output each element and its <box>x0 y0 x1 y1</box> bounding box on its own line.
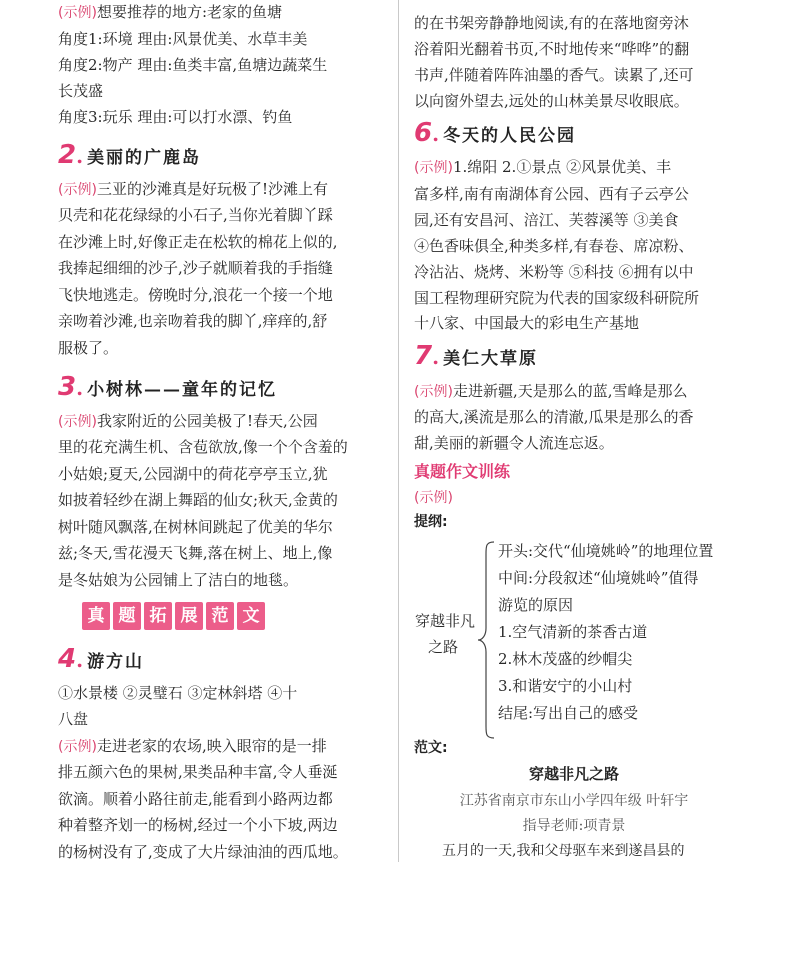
outline-item: 2.林木茂盛的纱帽尖 <box>498 650 633 668</box>
text-line: 服极了。 <box>58 339 119 357</box>
essay-first-line: 五月的一天,我和父母驱车来到遂昌县的 <box>442 843 685 859</box>
text-line: 冷沾沾、烧烤、米粉等 ⑤科技 ⑥拥有以中 <box>414 263 694 281</box>
text-line: 小姑娘;夏天,公园湖中的荷花亭亭玉立,犹 <box>58 465 328 483</box>
text-line: (示例)想要推荐的地方:老家的鱼塘 <box>58 3 282 21</box>
outline-root: 之路 <box>428 638 459 656</box>
text-line: (示例)走进新疆,天是那么的蓝,雪峰是那么 <box>414 382 688 400</box>
text-line: 欲滴。顺着小路往前走,能看到小路两边都 <box>58 790 333 808</box>
text-line: 树叶随风飘落,在树林间跳起了优美的华尔 <box>58 518 333 536</box>
essay-title: 穿越非凡之路 <box>528 765 619 783</box>
text-line: 的在书架旁静静地阅读,有的在落地窗旁沐 <box>414 14 689 32</box>
text-line: ①水景楼 ②灵璧石 ③定林斜塔 ④十 <box>58 684 298 702</box>
column-divider <box>398 0 399 862</box>
banner-char: 展 <box>175 602 203 630</box>
text-line: 以向窗外望去,远处的山林美景尽收眼底。 <box>414 92 689 110</box>
text-line: 角度1:环境 理由:风景优美、水草丰美 <box>58 30 308 48</box>
outline-brace <box>476 540 496 740</box>
banner-char: 范 <box>206 602 234 630</box>
outline-item: 中间:分段叙述“仙境姚岭”值得 <box>498 569 699 587</box>
section-banner <box>82 602 265 630</box>
text-line: 角度2:物产 理由:鱼类丰富,鱼塘边蔬菜生 <box>58 56 328 74</box>
section-heading: 2 . 美丽的广鹿岛 <box>58 140 202 170</box>
text-line: 园,还有安昌河、涪江、芙蓉溪等 ③美食 <box>414 211 679 229</box>
outline-item: 结尾:写出自己的感受 <box>498 704 639 722</box>
banner-char: 文 <box>237 602 265 630</box>
text-line: (示例)我家附近的公园美极了!春天,公园 <box>58 412 318 430</box>
text-line: 八盘 <box>58 710 89 728</box>
outline-root: 穿越非凡 <box>415 612 476 630</box>
text-line: 富多样,南有南湖体育公园、西有子云亭公 <box>414 185 689 203</box>
outline-item: 3.和谐安宁的小山村 <box>498 677 633 695</box>
text-line: 国工程物理研究院为代表的国家级科研院所 <box>414 289 700 307</box>
outline-item: 开头:交代“仙境姚岭”的地理位置 <box>498 542 714 560</box>
outline-item: 游览的原因 <box>498 596 574 614</box>
text-line: 如披着轻纱在湖上舞蹈的仙女;秋天,金黄的 <box>58 491 338 509</box>
essay-author: 江苏省南京市东山小学四年级 叶轩宇 <box>459 793 689 809</box>
text-line: 甜,美丽的新疆令人流连忘返。 <box>414 434 614 452</box>
text-line: ④色香味俱全,种类多样,有春卷、席凉粉、 <box>414 237 694 255</box>
essay-label: 范文: <box>414 740 448 756</box>
text-line: 里的花充满生机、含苞欲放,像一个个含羞的 <box>58 438 348 456</box>
text-line: 是冬姑娘为公园铺上了洁白的地毯。 <box>58 571 299 589</box>
text-line: 种着整齐划一的杨树,经过一个小下坡,两边 <box>58 816 338 834</box>
text-line: 十八家、中国最大的彩电生产基地 <box>414 314 640 332</box>
text-line: 书声,伴随着阵阵油墨的香气。读累了,还可 <box>414 66 694 84</box>
banner-char: 题 <box>113 602 141 630</box>
banner-char: 拓 <box>144 602 172 630</box>
text-line: (示例)三亚的沙滩真是好玩极了!沙滩上有 <box>58 180 328 198</box>
text-line: 在沙滩上时,好像正走在松软的棉花上似的, <box>58 233 338 251</box>
text-line: 浴着阳光翻着书页,不时地传来“哗哗”的翻 <box>414 40 690 58</box>
text-line: 贝壳和花花绿绿的小石子,当你光着脚丫踩 <box>58 206 333 224</box>
outline-item: 1.空气清新的茶香古道 <box>498 623 648 641</box>
essay-teacher: 指导老师:项青景 <box>522 818 626 834</box>
text-line: 的杨树没有了,变成了大片绿油油的西瓜地。 <box>58 843 348 861</box>
text-line: 飞快地逃走。傍晚时分,浪花一个接一个地 <box>58 286 333 304</box>
section-heading: 4 . 游方山 <box>58 644 145 674</box>
text-line: 的高大,溪流是那么的清澈,瓜果是那么的香 <box>414 408 694 426</box>
section-heading: 6 . 冬天的人民公园 <box>414 118 577 148</box>
outline-label: 提纲: <box>414 514 448 530</box>
text-line: 长茂盛 <box>58 82 104 100</box>
text-line: 排五颜六色的果树,果类品种丰富,令人垂涎 <box>58 763 338 781</box>
section-title: 真题作文训练 <box>414 462 511 481</box>
banner-char: 真 <box>82 602 110 630</box>
text-line: 兹;冬天,雪花漫天飞舞,落在树上、地上,像 <box>58 544 333 562</box>
text-line: 亲吻着沙滩,也亲吻着我的脚丫,痒痒的,舒 <box>58 312 328 330</box>
text-line: 我捧起细细的沙子,沙子就顺着我的手指缝 <box>58 259 333 277</box>
example-tag: (示例) <box>414 490 453 506</box>
text-line: (示例)走进老家的农场,映入眼帘的是一排 <box>58 737 327 755</box>
text-line: (示例)1.绵阳 2.①景点 ②风景优美、丰 <box>414 158 672 176</box>
section-heading: 3 . 小树林——童年的记忆 <box>58 372 278 402</box>
section-heading: 7 . 美仁大草原 <box>414 341 539 371</box>
text-line: 角度3:玩乐 理由:可以打水漂、钓鱼 <box>58 108 293 126</box>
